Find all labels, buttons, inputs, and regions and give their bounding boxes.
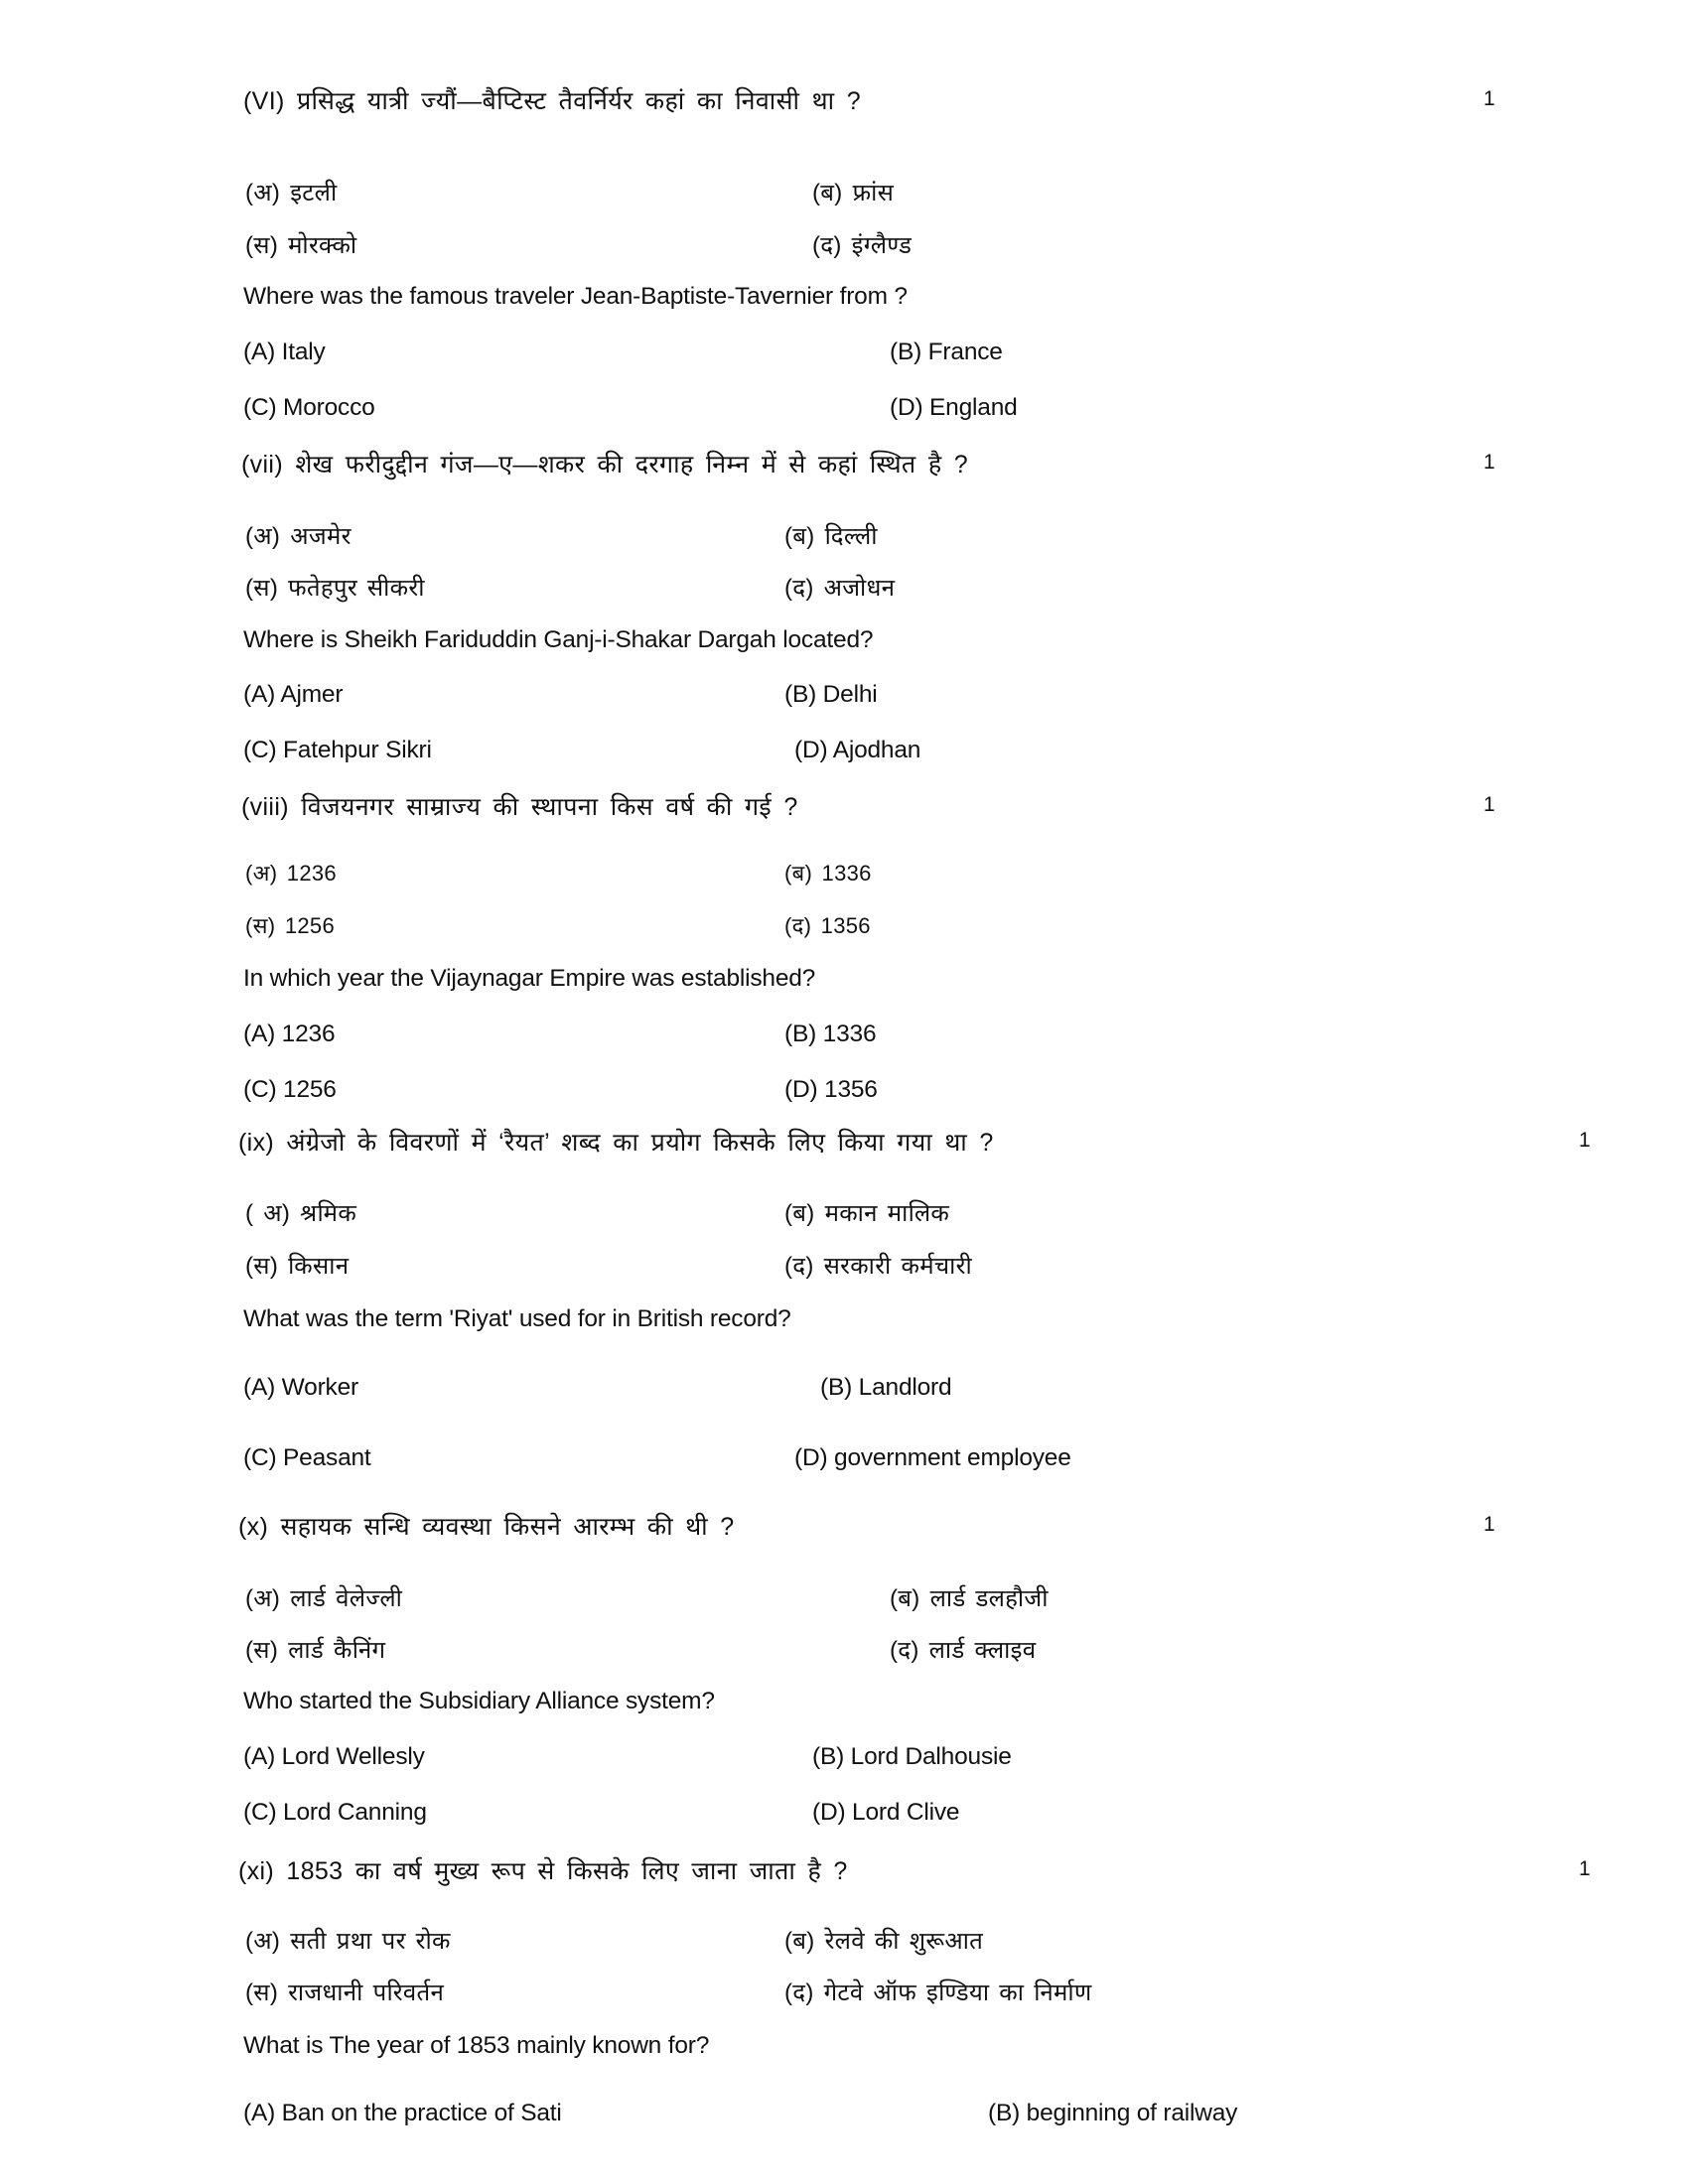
question-vi-hindi-option-c[interactable] [245, 228, 356, 261]
option-text: 1256 [283, 1076, 337, 1103]
option-text: Ajmer [280, 681, 344, 708]
option-label: (B) [890, 339, 922, 365]
question-viii-english-option-d[interactable] [784, 1076, 878, 1104]
question-x-hindi-stem [238, 1509, 735, 1543]
option-text: Fatehpur Sikri [283, 737, 432, 763]
option-text: France [927, 339, 1003, 365]
option-text: मकान मालिक [824, 1200, 950, 1227]
option-text: Peasant [283, 1444, 371, 1471]
option-label: (A) [243, 2100, 276, 2126]
option-text: लार्ड क्लाइव [928, 1637, 1037, 1664]
question-xi-hindi-option-b[interactable] [784, 1924, 983, 1957]
option-text: दिल्ली [824, 523, 878, 550]
question-vii-number: (vii) [241, 451, 284, 478]
question-xi-hindi-stem [238, 1853, 848, 1887]
option-text: Morocco [283, 394, 375, 421]
question-x-number: (x) [238, 1513, 269, 1541]
question-x-marks: 1 [1483, 1513, 1495, 1536]
question-x-hindi-option-a[interactable] [245, 1581, 402, 1614]
question-vi-hindi-option-b[interactable] [812, 176, 894, 208]
option-text: 1336 [821, 861, 872, 886]
question-x-english-option-b[interactable] [812, 1743, 1012, 1771]
option-text: 1236 [286, 861, 337, 886]
option-text: इटली [290, 180, 338, 206]
question-xi-hindi-option-d[interactable] [784, 1976, 1092, 2008]
option-label: (C) [243, 394, 277, 421]
question-vi-english-option-a[interactable] [243, 339, 326, 366]
option-label: (A) [243, 1743, 276, 1770]
option-label: (द) [784, 1979, 814, 2006]
option-label: (C) [243, 737, 277, 763]
question-xi-number: (xi) [238, 1857, 275, 1885]
question-vi-marks: 1 [1483, 87, 1495, 110]
option-label: (अ) [245, 523, 281, 550]
question-ix-english-option-c[interactable] [243, 1444, 371, 1472]
question-ix-number: (ix) [238, 1129, 275, 1157]
question-xi-english-stem: What is The year of 1853 mainly known for? [243, 2032, 710, 2059]
question-ix-english-option-b[interactable] [820, 1374, 951, 1402]
question-vii-english-option-a[interactable] [243, 681, 343, 709]
question-x-english-option-c[interactable] [243, 1799, 427, 1827]
question-vi-hindi-option-a[interactable] [245, 176, 337, 208]
option-label: (द) [784, 913, 812, 938]
option-label: (स) [245, 1253, 279, 1280]
question-viii-marks: 1 [1483, 793, 1495, 816]
option-text: अजोधन [823, 575, 896, 602]
question-x-hindi-option-c[interactable] [245, 1633, 385, 1666]
question-ix-hindi-option-d[interactable] [784, 1249, 972, 1282]
option-text: सती प्रथा पर रोक [290, 1928, 451, 1955]
option-label: (A) [243, 681, 276, 708]
question-vii-hindi-text: शेख फरीदुद्दीन गंज—ए—शकर की दरगाह निम्न में से कहां स्थित है ? [295, 451, 968, 478]
option-label: (द) [890, 1637, 919, 1664]
option-text: Ajodhan [832, 737, 921, 763]
option-text: Lord Wellesly [281, 1743, 425, 1770]
option-label: (अ) [245, 180, 281, 206]
question-vii-hindi-option-a[interactable] [245, 519, 352, 552]
option-label: (C) [243, 1444, 277, 1471]
option-label: (स) [245, 232, 279, 259]
option-label: (C) [243, 1076, 277, 1103]
question-xi-hindi-text: 1853 का वर्ष मुख्य रूप से किसके लिए जाना जाता है ? [286, 1857, 848, 1885]
option-text: लार्ड डलहौजी [929, 1585, 1049, 1612]
question-viii-hindi-stem [241, 789, 798, 823]
question-viii-hindi-option-a[interactable] [245, 858, 337, 887]
question-ix-english-option-d[interactable] [794, 1444, 1071, 1472]
option-label: (C) [243, 1799, 277, 1826]
option-label: (D) [794, 1444, 828, 1471]
option-label: (ब) [784, 861, 813, 886]
option-label: (स) [245, 575, 279, 602]
question-viii-hindi-option-d[interactable] [784, 910, 871, 940]
option-text: किसान [288, 1253, 350, 1280]
option-text: राजधानी परिवर्तन [288, 1979, 445, 2006]
option-text: Landlord [858, 1374, 952, 1401]
option-text: 1356 [820, 913, 871, 938]
question-x-hindi-option-d[interactable] [890, 1633, 1036, 1666]
option-text: अजमेर [290, 523, 352, 550]
question-x-hindi-text: सहायक सन्धि व्यवस्था किसने आरम्भ की थी ? [280, 1513, 735, 1541]
option-label: (द) [784, 1253, 814, 1280]
option-text: श्रमिक [300, 1200, 357, 1227]
option-label: (स) [245, 1637, 279, 1664]
question-vii-english-option-d[interactable] [794, 737, 920, 764]
question-x-english-stem: Who started the Subsidiary Alliance system? [243, 1688, 715, 1714]
question-viii-english-stem: In which year the Vijaynagar Empire was established? [243, 965, 816, 992]
question-ix-hindi-option-a[interactable] [245, 1196, 356, 1229]
option-text: Ban on the practice of Sati [281, 2100, 562, 2126]
option-label: (A) [243, 1374, 276, 1401]
question-vii-hindi-option-d[interactable] [784, 571, 895, 604]
question-xi-english-option-b[interactable] [988, 2100, 1237, 2127]
question-viii-english-option-a[interactable] [243, 1021, 335, 1048]
question-xi-hindi-option-c[interactable] [245, 1976, 444, 2008]
option-text: गेटवे ऑफ इण्डिया का निर्माण [823, 1979, 1092, 2006]
option-text: beginning of railway [1026, 2100, 1238, 2126]
question-vii-marks: 1 [1483, 451, 1495, 474]
option-text: Worker [281, 1374, 358, 1401]
option-text: 1236 [281, 1021, 336, 1047]
question-xi-english-option-a[interactable] [243, 2100, 562, 2127]
option-label: (A) [243, 1021, 276, 1047]
option-label: (B) [820, 1374, 853, 1401]
option-label: (D) [890, 394, 923, 421]
question-viii-number: (viii) [241, 793, 289, 821]
option-label: (अ) [245, 1585, 281, 1612]
option-text: Lord Canning [283, 1799, 427, 1826]
option-label: (B) [784, 681, 817, 708]
question-vi-hindi-option-d[interactable] [812, 228, 912, 261]
option-text: लार्ड कैनिंग [288, 1637, 386, 1664]
option-text: सरकारी कर्मचारी [823, 1253, 972, 1280]
question-vii-english-option-c[interactable] [243, 737, 432, 764]
option-label: (ब) [890, 1585, 920, 1612]
option-text: Lord Dalhousie [850, 1743, 1012, 1770]
option-label: (अ) [245, 1928, 281, 1955]
question-vi-english-option-d[interactable] [890, 394, 1018, 422]
question-ix-marks: 1 [1579, 1129, 1591, 1152]
question-vi-hindi-stem [243, 83, 861, 117]
option-text: England [929, 394, 1018, 421]
option-label: (द) [812, 232, 842, 259]
question-vi-hindi-text: प्रसिद्ध यात्री ज्यौं—बैप्टिस्ट तैवर्निर्यर कहां का निवासी था ? [296, 87, 861, 115]
question-vi-english-stem: Where was the famous traveler Jean-Baptiste-Tavernier from ? [243, 283, 908, 310]
option-text: मोरक्को [288, 232, 357, 259]
option-label: ( अ) [245, 1200, 291, 1227]
question-ix-hindi-text: अंग्रेजो के विवरणों में ‘रैयत’ शब्द का प्रयोग किसके लिए किया गया था ? [286, 1129, 994, 1157]
option-label: (D) [812, 1799, 846, 1826]
question-viii-hindi-option-b[interactable] [784, 858, 872, 887]
question-viii-hindi-text: विजयनगर साम्राज्य की स्थापना किस वर्ष की गई ? [301, 793, 798, 821]
question-vii-hindi-stem [241, 447, 968, 480]
question-xi-marks: 1 [1579, 1857, 1591, 1880]
option-text: Lord Clive [852, 1799, 960, 1826]
option-label: (D) [784, 1076, 818, 1103]
option-label: (स) [245, 913, 276, 938]
question-vi-english-option-b[interactable] [890, 339, 1003, 366]
question-x-hindi-option-b[interactable] [890, 1581, 1049, 1614]
option-label: (D) [794, 737, 828, 763]
question-vi-english-option-c[interactable] [243, 394, 375, 422]
option-text: रेलवे की शुरूआत [824, 1928, 984, 1955]
option-text: फ्रांस [852, 180, 895, 206]
question-viii-english-option-c[interactable] [243, 1076, 337, 1104]
question-vii-hindi-option-c[interactable] [245, 571, 425, 604]
option-text: Delhi [822, 681, 878, 708]
question-vii-english-option-b[interactable] [784, 681, 878, 709]
question-viii-english-option-b[interactable] [784, 1021, 876, 1048]
option-text: इंग्लैण्ड [851, 232, 913, 259]
option-text: 1336 [822, 1021, 877, 1047]
question-xi-hindi-option-a[interactable] [245, 1924, 451, 1957]
option-label: (स) [245, 1979, 279, 2006]
option-label: (अ) [245, 861, 278, 886]
option-label: (ब) [812, 180, 843, 206]
option-text: 1356 [824, 1076, 878, 1103]
option-label: (ब) [784, 523, 815, 550]
option-label: (B) [812, 1743, 845, 1770]
option-label: (A) [243, 339, 276, 365]
option-label: (B) [784, 1021, 817, 1047]
option-label: (ब) [784, 1200, 815, 1227]
option-text: Italy [281, 339, 326, 365]
option-text: 1256 [284, 913, 336, 938]
question-x-english-option-d[interactable] [812, 1799, 959, 1827]
option-text: लार्ड वेलेज्ली [290, 1585, 403, 1612]
question-ix-english-option-a[interactable] [243, 1374, 358, 1402]
option-text: फतेहपुर सीकरी [288, 575, 425, 602]
question-viii-hindi-option-c[interactable] [245, 910, 335, 940]
option-label: (द) [784, 575, 814, 602]
question-ix-hindi-option-b[interactable] [784, 1196, 949, 1229]
question-ix-hindi-stem [238, 1125, 994, 1159]
option-label: (ब) [784, 1928, 815, 1955]
question-vi-number: (VI) [243, 87, 285, 115]
option-text: government employee [834, 1444, 1071, 1471]
question-vii-english-stem: Where is Sheikh Fariduddin Ganj-i-Shakar Dargah located? [243, 626, 874, 653]
question-x-english-option-a[interactable] [243, 1743, 425, 1771]
question-ix-hindi-option-c[interactable] [245, 1249, 349, 1282]
question-vii-hindi-option-b[interactable] [784, 519, 878, 552]
question-ix-english-stem: What was the term 'Riyat' used for in British record? [243, 1305, 791, 1332]
option-label: (B) [988, 2100, 1021, 2126]
